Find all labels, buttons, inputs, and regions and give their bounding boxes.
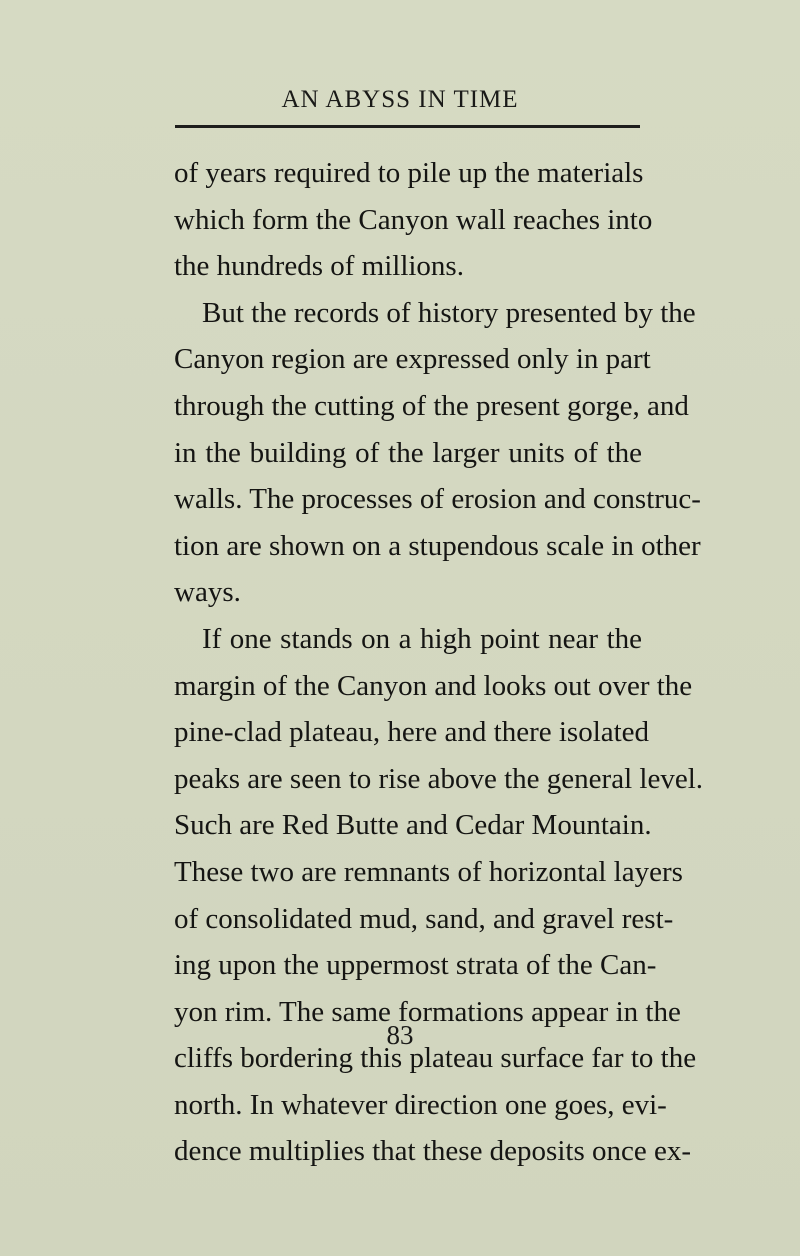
text-line: Such are Red Butte and Cedar Mountain. (174, 809, 652, 842)
text-line: margin of the Canyon and looks out over the (174, 669, 693, 702)
text-line: These two are remnants of horizontal layers (174, 855, 683, 888)
header-rule (175, 125, 640, 128)
text-line: ing upon the uppermost strata of the Can- (174, 949, 657, 982)
text-line: But the records of history presented by the (202, 296, 696, 329)
text-line: ways. (174, 576, 241, 609)
text-line: pine-clad plateau, here and there isolated (174, 716, 650, 749)
text-line: which form the Canyon wall reaches into (174, 203, 653, 236)
text-line: cliffs bordering this plateau surface far to the (174, 1042, 697, 1075)
text-line: of consolidated mud, sand, and gravel rest- (174, 902, 674, 935)
text-line: the hundreds of millions. (174, 250, 464, 283)
text-line: If one stands on a high point near the (202, 622, 642, 655)
running-head: AN ABYSS IN TIME (281, 86, 519, 113)
text-line: through the cutting of the present gorge, and (174, 389, 689, 422)
text-line: Canyon region are expressed only in part (174, 343, 651, 376)
text-line: dence multiplies that these deposits once ex- (174, 1135, 692, 1168)
text-line: yon rim. The same formations appear in the (174, 995, 681, 1028)
text-line: peaks are seen to rise above the general level. (174, 762, 703, 795)
page-number: 83 (386, 1020, 414, 1050)
text-line: of years required to pile up the materials (174, 157, 644, 189)
text-line: tion are shown on a stupendous scale in other (174, 529, 701, 562)
text-line: walls. The processes of erosion and construc- (174, 483, 701, 516)
text-line: in the building of the larger units of the (174, 436, 642, 469)
text-line: north. In whatever direction one goes, evi- (174, 1088, 667, 1121)
